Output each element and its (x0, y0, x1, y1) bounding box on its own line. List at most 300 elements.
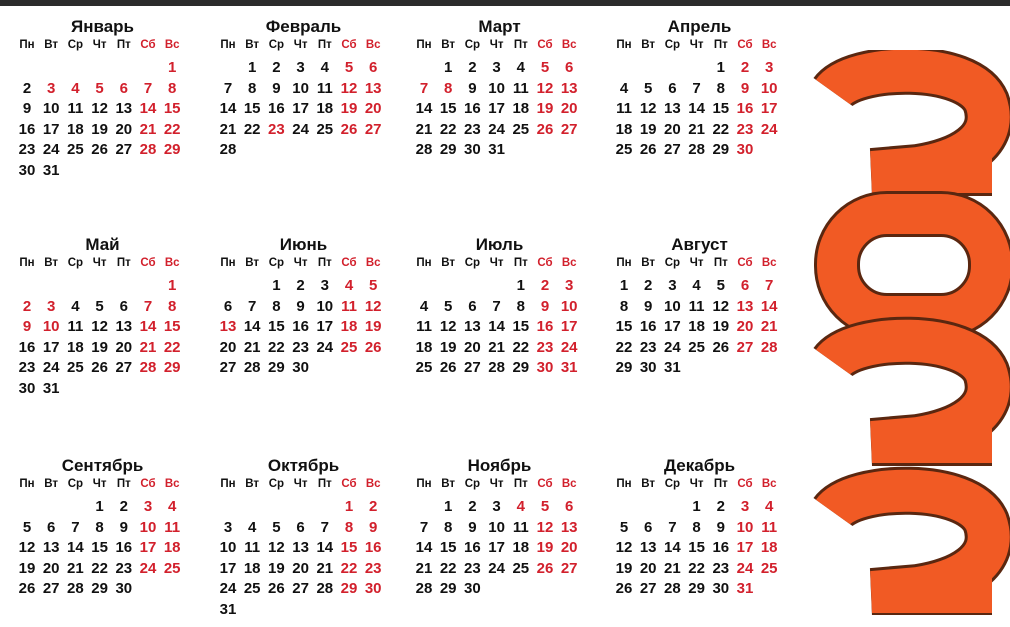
day-cell: 28 (688, 141, 705, 159)
weekday-header: Пн (416, 257, 432, 269)
day-cell: 7 (223, 79, 233, 97)
day-cell: 24 (42, 359, 60, 377)
day-cell: 1 (344, 498, 354, 515)
weekday-header: Вс (561, 39, 577, 51)
day-cell: 10 (42, 318, 60, 336)
weekday-header: Пн (220, 478, 236, 490)
day-cell: 13 (736, 297, 754, 315)
month-title: Июнь (279, 235, 328, 254)
day-cell: 28 (219, 141, 237, 159)
weekday-header: Вс (761, 257, 777, 269)
year-digit-0 (837, 214, 991, 316)
day-cell: 12 (615, 539, 633, 557)
day-cell: 29 (439, 580, 457, 598)
day-cell: 25 (760, 559, 778, 577)
day-cell: 4 (765, 498, 774, 515)
day-cell: 26 (340, 120, 358, 138)
day-cell: 1 (619, 277, 629, 294)
day-cell: 23 (536, 338, 554, 356)
weekday-header: Чт (689, 478, 704, 490)
day-cell: 9 (22, 100, 32, 118)
day-cell: 13 (364, 79, 382, 97)
day-cell: 24 (664, 338, 681, 356)
weekday-header: Пт (317, 257, 332, 269)
month-days-grid (216, 38, 391, 188)
day-cell: 16 (268, 100, 285, 118)
day-cell: 18 (243, 559, 261, 577)
day-cell: 7 (492, 297, 501, 315)
day-cell: 27 (664, 141, 681, 159)
weekday-header: Вс (365, 39, 381, 51)
day-cell: 10 (488, 79, 505, 97)
day-cell: 20 (464, 338, 481, 356)
day-cell: 20 (736, 318, 754, 336)
day-cell: 3 (320, 277, 329, 294)
day-cell: 10 (292, 79, 309, 97)
day-cell: 7 (143, 79, 153, 97)
day-cell: 24 (760, 120, 778, 138)
day-cell: 24 (292, 120, 309, 138)
day-cell: 2 (369, 498, 378, 515)
day-cell: 21 (415, 120, 433, 138)
day-cell: 8 (248, 79, 257, 97)
day-cell: 21 (488, 338, 505, 356)
weekday-header: Пт (116, 39, 131, 51)
day-cell: 31 (488, 141, 505, 159)
day-cell: 21 (219, 120, 237, 138)
month-block (15, 234, 190, 406)
weekday-header: Сб (737, 478, 753, 490)
day-cell: 25 (512, 559, 530, 577)
month-title: Май (85, 235, 120, 254)
day-cell: 28 (67, 580, 84, 598)
day-cell: 10 (736, 518, 754, 536)
day-cell: 5 (95, 79, 104, 97)
day-cell: 16 (536, 318, 554, 336)
day-cell: 25 (512, 120, 530, 138)
weekday-header: Сб (341, 478, 357, 490)
day-cell: 16 (18, 120, 36, 138)
day-cell: 18 (415, 338, 433, 356)
day-cell: 23 (115, 559, 133, 577)
day-cell: 30 (18, 380, 36, 397)
day-cell: 4 (320, 59, 329, 76)
day-cell: 20 (42, 559, 60, 577)
day-cell: 1 (95, 498, 104, 515)
weekday-header: Пт (513, 478, 528, 490)
day-cell: 30 (464, 141, 481, 159)
weekday-header: Сб (341, 39, 357, 51)
day-cell: 9 (119, 518, 128, 536)
day-cell: 13 (42, 539, 60, 557)
day-cell: 7 (692, 79, 701, 97)
day-cell: 15 (91, 539, 108, 557)
day-cell: 23 (292, 338, 309, 356)
weekday-header: Пн (616, 39, 632, 51)
day-cell: 2 (22, 297, 32, 315)
day-cell: 14 (243, 318, 261, 336)
month-block (412, 234, 587, 406)
day-cell: 5 (540, 59, 550, 76)
month-block (412, 455, 587, 627)
day-cell: 5 (716, 277, 725, 294)
day-cell: 12 (91, 318, 108, 336)
day-cell: 29 (615, 359, 633, 377)
day-cell: 22 (439, 559, 457, 577)
month-block (216, 455, 391, 627)
day-cell: 10 (760, 79, 778, 97)
day-cell: 21 (139, 120, 157, 138)
day-cell: 16 (115, 539, 133, 557)
month-title: Январь (70, 17, 134, 36)
day-cell: 9 (296, 297, 305, 315)
day-cell: 23 (268, 120, 285, 138)
day-cell: 19 (439, 338, 457, 356)
day-cell: 15 (615, 318, 633, 336)
day-cell: 15 (163, 318, 181, 336)
day-cell: 11 (616, 100, 632, 118)
day-cell: 25 (340, 338, 358, 356)
day-cell: 27 (560, 120, 578, 138)
day-cell: 25 (688, 338, 705, 356)
day-cell: 9 (644, 297, 653, 315)
day-cell: 8 (716, 79, 725, 97)
day-cell: 12 (18, 539, 36, 557)
day-cell: 5 (619, 518, 629, 536)
day-cell: 3 (565, 277, 574, 294)
day-cell: 17 (760, 100, 778, 118)
day-cell: 3 (47, 297, 56, 315)
day-cell: 1 (444, 498, 453, 515)
day-cell: 8 (692, 518, 701, 536)
day-cell: 31 (219, 601, 237, 618)
day-cell: 10 (139, 518, 157, 536)
day-cell: 30 (464, 580, 481, 598)
month-days-grid (216, 256, 391, 406)
day-cell: 1 (168, 59, 177, 76)
day-cell: 25 (615, 141, 633, 159)
day-cell: 7 (248, 297, 257, 315)
day-cell: 16 (464, 100, 481, 118)
weekday-header: Пт (317, 478, 332, 490)
day-cell: 7 (320, 518, 329, 536)
weekday-header: Пн (19, 257, 35, 269)
day-cell: 7 (143, 297, 153, 315)
weekday-header: Вс (365, 257, 381, 269)
day-cell: 20 (219, 338, 237, 356)
day-cell: 2 (119, 498, 128, 515)
day-cell: 2 (468, 59, 477, 76)
day-cell: 24 (488, 559, 505, 577)
month-block (15, 455, 190, 627)
day-cell: 31 (560, 359, 578, 377)
weekday-header: Чт (489, 257, 504, 269)
day-cell: 19 (712, 318, 730, 336)
day-cell: 15 (340, 539, 358, 557)
weekday-header: Пт (116, 257, 131, 269)
day-cell: 12 (536, 79, 554, 97)
day-cell: 21 (139, 338, 157, 356)
day-cell: 18 (512, 539, 530, 557)
day-cell: 6 (47, 518, 56, 536)
day-cell: 31 (736, 580, 754, 598)
day-cell: 30 (736, 141, 754, 159)
weekday-header: Ср (464, 478, 481, 490)
month-days-grid (412, 256, 587, 406)
day-cell: 23 (712, 559, 730, 577)
day-cell: 20 (664, 120, 681, 138)
day-cell: 17 (488, 100, 505, 118)
day-cell: 26 (91, 359, 108, 377)
day-cell: 4 (692, 277, 701, 294)
day-cell: 2 (22, 79, 32, 97)
day-cell: 20 (560, 539, 578, 557)
day-cell: 14 (415, 100, 433, 118)
day-cell: 29 (91, 580, 108, 598)
day-cell: 20 (292, 559, 309, 577)
day-cell: 4 (71, 79, 80, 97)
day-cell: 17 (316, 318, 334, 336)
day-cell: 11 (67, 318, 84, 336)
day-cell: 18 (163, 539, 181, 557)
day-cell: 29 (712, 141, 730, 159)
day-cell: 9 (369, 518, 378, 536)
day-cell: 26 (364, 338, 382, 356)
day-cell: 2 (468, 498, 477, 515)
day-cell: 24 (42, 141, 60, 159)
day-cell: 18 (67, 120, 84, 138)
day-cell: 19 (268, 559, 285, 577)
day-cell: 6 (119, 79, 128, 97)
day-cell: 29 (268, 359, 285, 377)
weekday-header: Пт (713, 257, 728, 269)
day-cell: 18 (512, 100, 530, 118)
weekday-header: Ср (67, 39, 84, 51)
day-cell: 28 (243, 359, 261, 377)
weekday-header: Чт (489, 39, 504, 51)
day-cell: 23 (18, 359, 36, 377)
day-cell: 13 (219, 318, 237, 336)
weekday-header: Ср (268, 39, 285, 51)
day-cell: 24 (488, 120, 505, 138)
day-cell: 28 (139, 359, 157, 377)
day-cell: 13 (560, 79, 578, 97)
day-cell: 22 (268, 338, 285, 356)
weekday-header: Вт (44, 257, 59, 269)
weekday-header: Пн (616, 257, 632, 269)
day-cell: 17 (42, 338, 60, 356)
month-days-grid (216, 477, 391, 627)
day-cell: 8 (619, 297, 629, 315)
day-cell: 20 (115, 120, 133, 138)
day-cell: 21 (67, 559, 84, 577)
day-cell: 6 (223, 297, 233, 315)
day-cell: 12 (91, 100, 108, 118)
month-block (612, 16, 787, 188)
day-cell: 19 (536, 100, 554, 118)
day-cell: 28 (139, 141, 157, 159)
weekday-header: Вт (441, 39, 456, 51)
day-cell: 8 (168, 297, 177, 315)
day-cell: 3 (47, 79, 56, 97)
weekday-header: Пт (713, 39, 728, 51)
day-cell: 23 (364, 559, 382, 577)
day-cell: 2 (296, 277, 305, 294)
day-cell: 19 (536, 539, 554, 557)
day-cell: 14 (415, 539, 433, 557)
day-cell: 12 (536, 518, 554, 536)
weekday-header: Чт (689, 257, 704, 269)
day-cell: 16 (639, 318, 657, 336)
day-cell: 27 (219, 359, 237, 377)
day-cell: 11 (416, 318, 432, 336)
weekday-header: Пт (513, 257, 528, 269)
day-cell: 15 (712, 100, 730, 118)
day-cell: 9 (540, 297, 550, 315)
day-cell: 8 (344, 518, 354, 536)
day-cell: 27 (42, 580, 60, 598)
weekday-header: Чт (293, 257, 308, 269)
weekday-header: Сб (140, 257, 156, 269)
day-cell: 26 (91, 141, 108, 159)
month-block (612, 234, 787, 406)
day-cell: 21 (688, 120, 705, 138)
day-cell: 3 (143, 498, 153, 515)
day-cell: 6 (644, 518, 653, 536)
day-cell: 8 (168, 79, 177, 97)
day-cell: 21 (760, 318, 778, 336)
day-cell: 5 (272, 518, 281, 536)
day-cell: 12 (340, 79, 358, 97)
day-cell: 4 (516, 498, 525, 515)
day-cell: 27 (364, 120, 382, 138)
day-cell: 20 (639, 559, 657, 577)
weekday-header: Вс (761, 478, 777, 490)
day-cell: 4 (419, 297, 429, 315)
weekday-header: Пт (513, 39, 528, 51)
day-cell: 13 (115, 100, 133, 118)
day-cell: 28 (415, 141, 433, 159)
day-cell: 4 (248, 518, 257, 536)
day-cell: 4 (516, 59, 525, 76)
day-cell: 1 (248, 59, 257, 76)
day-cell: 18 (760, 539, 778, 557)
day-cell: 8 (95, 518, 104, 536)
day-cell: 11 (688, 297, 705, 315)
day-cell: 14 (488, 318, 505, 336)
day-cell: 12 (268, 539, 285, 557)
day-cell: 10 (560, 297, 578, 315)
month-title: Июль (475, 235, 524, 254)
day-cell: 11 (512, 518, 529, 536)
day-cell: 7 (71, 518, 80, 536)
day-cell: 3 (296, 59, 305, 76)
month-title: Октябрь (267, 456, 340, 475)
day-cell: 5 (95, 297, 104, 315)
day-cell: 10 (664, 297, 681, 315)
top-border (0, 0, 1010, 6)
weekday-header: Сб (737, 39, 753, 51)
weekday-header: Сб (537, 478, 553, 490)
day-cell: 6 (468, 297, 477, 315)
weekday-header: Сб (537, 257, 553, 269)
year-graphic (808, 50, 1010, 615)
month-title: Апрель (667, 17, 732, 36)
month-title: Ноябрь (467, 456, 532, 475)
weekday-header: Вс (365, 478, 381, 490)
day-cell: 12 (364, 297, 382, 315)
day-cell: 30 (18, 162, 36, 179)
day-cell: 4 (168, 498, 177, 515)
day-cell: 23 (464, 559, 481, 577)
day-cell: 14 (664, 539, 681, 557)
day-cell: 27 (639, 580, 657, 598)
month-days-grid (15, 38, 190, 188)
day-cell: 13 (115, 318, 133, 336)
day-cell: 30 (115, 580, 133, 598)
day-cell: 17 (736, 539, 754, 557)
weekday-header: Сб (140, 39, 156, 51)
day-cell: 16 (736, 100, 754, 118)
weekday-header: Вт (245, 257, 260, 269)
day-cell: 11 (164, 518, 181, 536)
day-cell: 26 (639, 141, 657, 159)
weekday-header: Ср (464, 257, 481, 269)
day-cell: 1 (716, 59, 725, 76)
year-digit-2-third (833, 491, 992, 592)
day-cell: 25 (163, 559, 181, 577)
day-cell: 11 (761, 518, 778, 536)
day-cell: 15 (512, 318, 530, 336)
weekday-header: Вт (441, 478, 456, 490)
day-cell: 8 (516, 297, 525, 315)
weekday-header: Вт (441, 257, 456, 269)
day-cell: 22 (615, 338, 633, 356)
day-cell: 11 (316, 79, 333, 97)
weekday-header: Чт (689, 39, 704, 51)
day-cell: 3 (492, 498, 501, 515)
day-cell: 18 (316, 100, 334, 118)
month-title: Март (478, 17, 521, 36)
day-cell: 25 (67, 359, 84, 377)
weekday-header: Вс (561, 478, 577, 490)
month-days-grid (15, 256, 190, 406)
day-cell: 2 (540, 277, 550, 294)
day-cell: 17 (664, 318, 681, 336)
day-cell: 28 (316, 580, 334, 598)
day-cell: 22 (163, 120, 181, 138)
day-cell: 13 (292, 539, 309, 557)
day-cell: 18 (340, 318, 358, 336)
day-cell: 16 (292, 318, 309, 336)
day-cell: 2 (272, 59, 281, 76)
day-cell: 24 (316, 338, 334, 356)
day-cell: 14 (139, 100, 157, 118)
weekday-header: Вс (164, 39, 180, 51)
year-digit-2-second (833, 341, 992, 442)
month-title: Февраль (265, 17, 342, 36)
day-cell: 19 (18, 559, 36, 577)
day-cell: 20 (560, 100, 578, 118)
day-cell: 6 (369, 59, 378, 76)
weekday-header: Пн (416, 478, 432, 490)
day-cell: 16 (464, 539, 481, 557)
day-cell: 3 (492, 59, 501, 76)
day-cell: 9 (716, 518, 725, 536)
day-cell: 26 (439, 359, 457, 377)
day-cell: 23 (639, 338, 657, 356)
day-cell: 5 (444, 297, 453, 315)
